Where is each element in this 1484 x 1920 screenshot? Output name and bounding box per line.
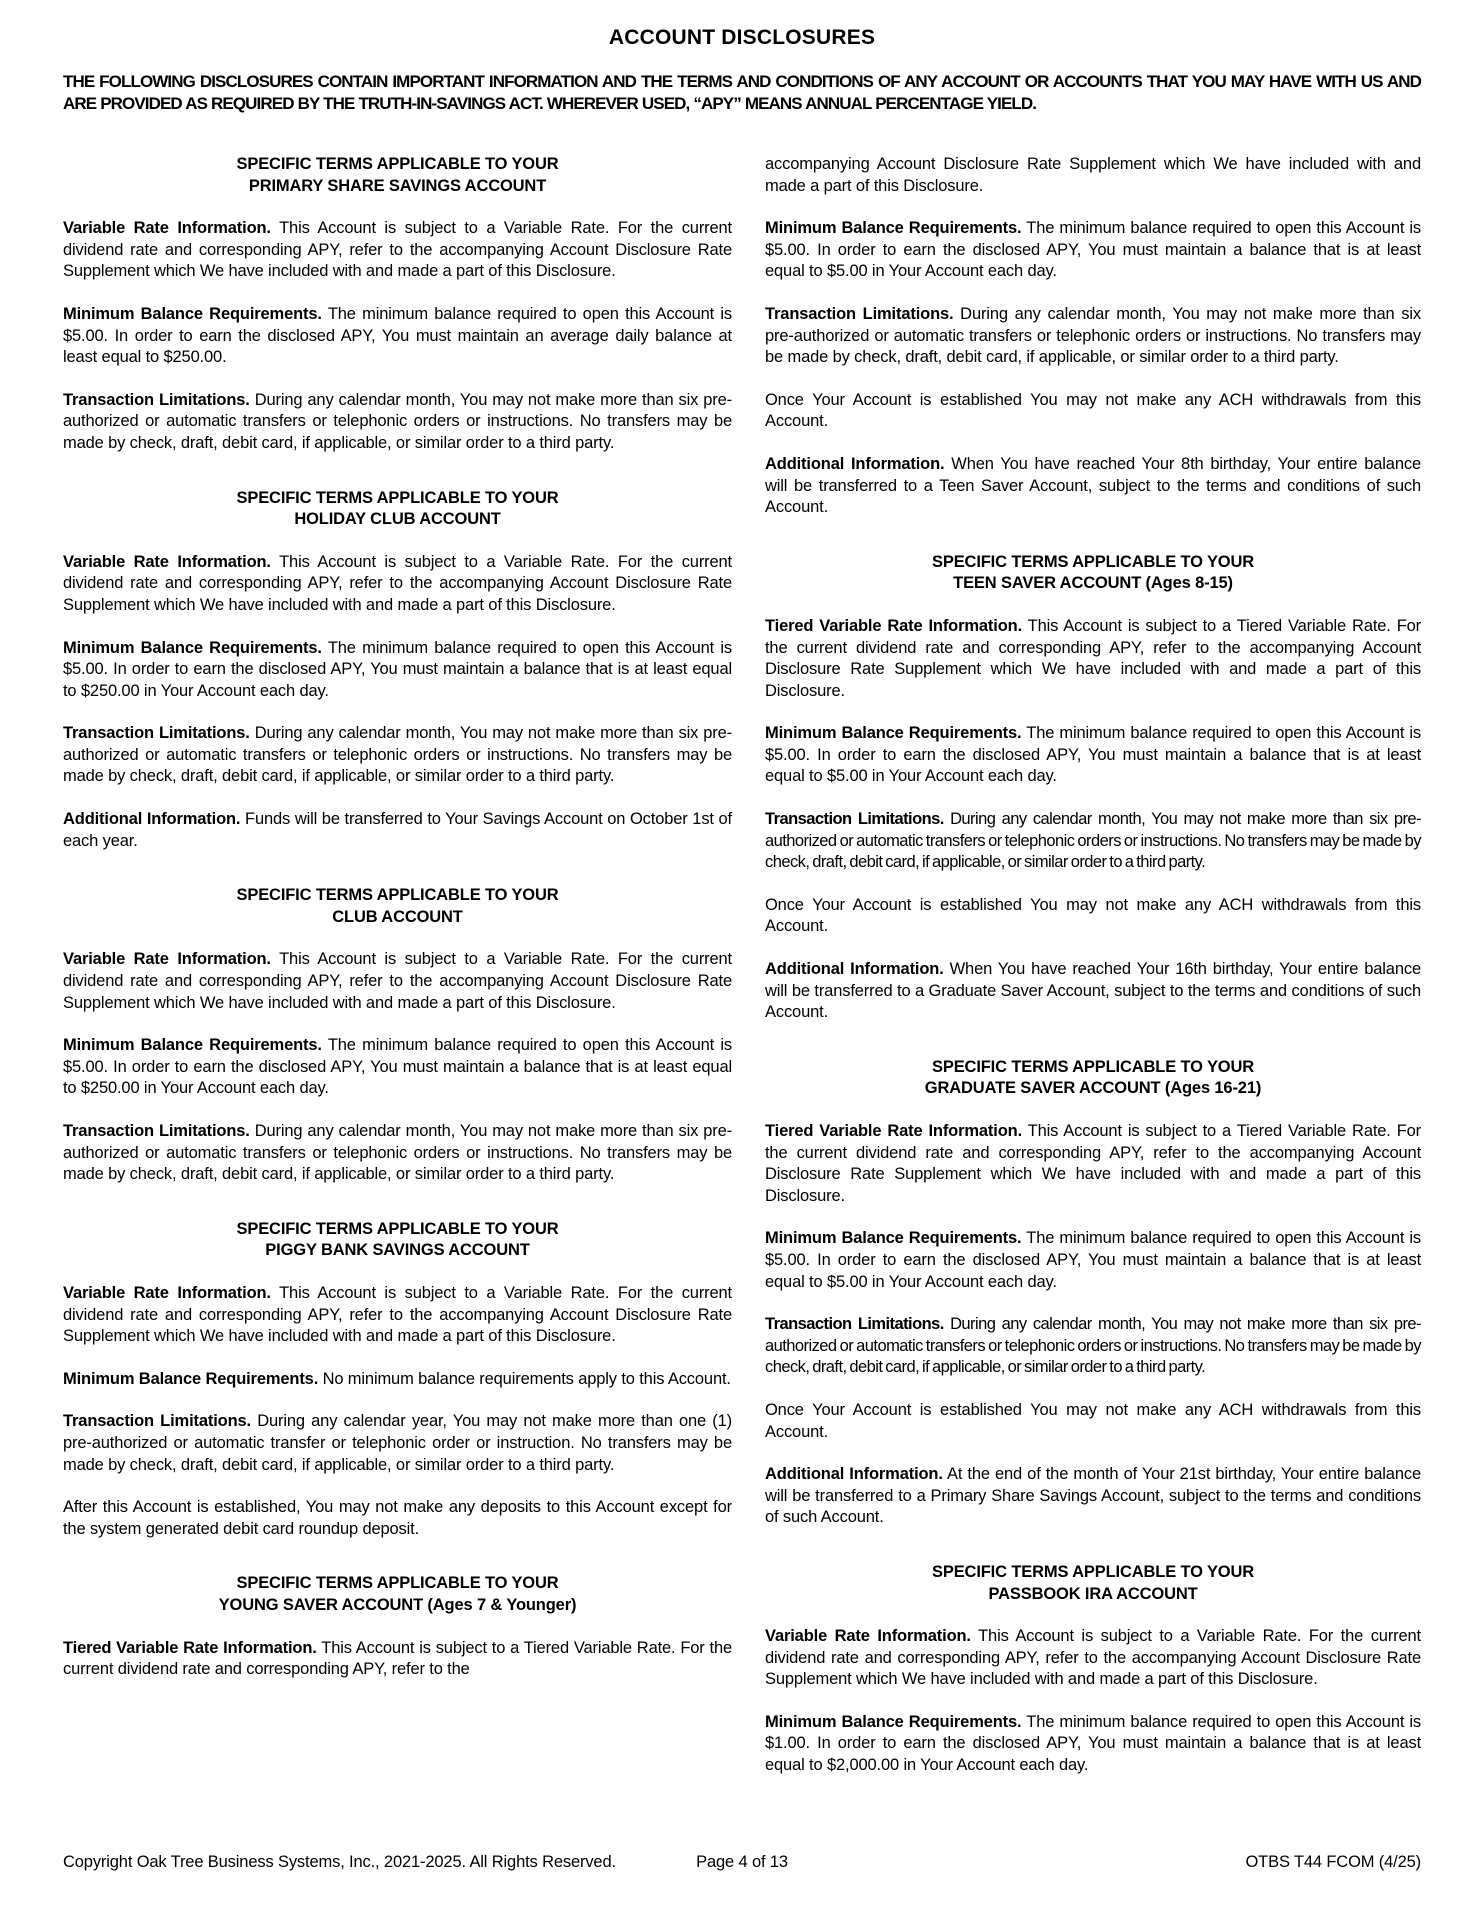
paragraph-lead: Minimum Balance Requirements. bbox=[765, 1712, 1022, 1731]
paragraph: Variable Rate Information. This Account is subject to a Variable Rate. For the current dividend rate and corresponding APY, refer to the accompanying Account Disclosure Rate Supplement which We have included with and made a part of this Disclosure. bbox=[63, 950, 732, 1012]
paragraph-lead: Tiered Variable Rate Information. bbox=[63, 1638, 317, 1657]
paragraph: Transaction Limitations. During any calendar year, You may not make more than one (1) pre-authorized or automatic transfer or telephonic order or instruction. No transfers may be made by check, draft, debit card, if applicable, or similar order to a third party. bbox=[63, 1412, 732, 1474]
section-heading bbox=[765, 552, 1421, 595]
paragraph: Tiered Variable Rate Information. This Account is subject to a Tiered Variable Rate. For the current dividend rate and corresponding APY, refer to the bbox=[63, 1638, 733, 1679]
paragraph-lead: Transaction Limitations. bbox=[63, 1122, 250, 1140]
section-heading-line: YOUNG SAVER ACCOUNT (Ages 7 & Younger) bbox=[218, 1595, 577, 1614]
paragraph: After this Account is established, You may not make any deposits to this Account except for the system generated debit card roundup deposit. bbox=[63, 1498, 732, 1538]
paragraph: Minimum Balance Requirements. The minimum balance required to open this Account is $5.00. In order to earn the disclosed APY, You must maintain a balance that is at least equal to $5.00 in Your Account each day. bbox=[765, 1229, 1421, 1291]
section-heading-line: SPECIFIC TERMS APPLICABLE TO YOUR bbox=[236, 488, 559, 507]
paragraph: Variable Rate Information. This Account is subject to a Variable Rate. For the current dividend rate and corresponding APY, refer to the accompanying Account Disclosure Rate Supplement which We have included with and made a part of this Disclosure. bbox=[63, 1283, 732, 1346]
section-heading-line: SPECIFIC TERMS APPLICABLE TO YOUR bbox=[236, 1219, 559, 1238]
paragraph-lead: Transaction Limitations. bbox=[63, 724, 250, 743]
paragraph: Additional Information. At the end of the month of Your 21st birthday, Your entire balance will be transferred to a Primary Share Savings Account, subject to the terms and conditions of such Account. bbox=[765, 1465, 1421, 1527]
paragraph-lead: Tiered Variable Rate Information. bbox=[765, 616, 1023, 635]
section-heading-line: SPECIFIC TERMS APPLICABLE TO YOUR bbox=[931, 1562, 1255, 1581]
paragraph-lead: Minimum Balance Requirements. bbox=[63, 638, 322, 657]
right-column bbox=[765, 154, 1421, 1798]
paragraph: Additional Information. When You have reached Your 16th birthday, Your entire balance will be transferred to a Graduate Saver Account, subject to the terms and conditions of such Account. bbox=[765, 960, 1421, 1022]
section-heading bbox=[63, 154, 732, 197]
paragraph: Transaction Limitations. During any calendar month, You may not make more than six pre-authorized or automatic transfers or telephonic orders or instructions. No transfers may be made by check, draft, debit card, if applicable, or similar order to a third party. bbox=[63, 1122, 732, 1184]
section-heading-line: TEEN SAVER ACCOUNT (Ages 8-15) bbox=[953, 574, 1233, 593]
section-heading-line: GRADUATE SAVER ACCOUNT (Ages 16-21) bbox=[924, 1079, 1262, 1098]
section-heading-line: SPECIFIC TERMS APPLICABLE TO YOUR bbox=[931, 1057, 1255, 1076]
section-heading bbox=[765, 1057, 1421, 1100]
section-heading-line: SPECIFIC TERMS APPLICABLE TO YOUR bbox=[236, 155, 559, 173]
paragraph-lead: Variable Rate Information. bbox=[63, 1283, 271, 1302]
paragraph-lead: Additional Information. bbox=[765, 454, 945, 473]
footer-form-code: OTBS T44 FCOM (4/25) bbox=[1245, 1853, 1421, 1871]
paragraph: Tiered Variable Rate Information. This Account is subject to a Tiered Variable Rate. For the current dividend rate and corresponding APY, refer to the accompanying Account Disclosure Rate Supplement which We have included with and made a part of this Disclosure. bbox=[765, 616, 1422, 700]
paragraph-lead: Variable Rate Information. bbox=[765, 1627, 971, 1646]
paragraph-lead: Transaction Limitations. bbox=[63, 390, 250, 409]
section-heading bbox=[63, 1219, 732, 1262]
paragraph-lead: Transaction Limitations. bbox=[63, 1412, 251, 1431]
paragraph: Transaction Limitations. During any calendar month, You may not make more than six pre-authorized or automatic transfers or telephonic orders or instructions. No transfers may be made by check, draft, debit card, if applicable, or similar order to a third party. bbox=[765, 810, 1421, 872]
section-heading-line: SPECIFIC TERMS APPLICABLE TO YOUR bbox=[236, 886, 559, 905]
paragraph: Transaction Limitations. During any calendar month, You may not make more than six pre-authorized or automatic transfers or telephonic orders or instructions. No transfers may be made by check, draft, debit card, if applicable, or similar order to a third party. bbox=[63, 724, 732, 786]
paragraph-lead: Minimum Balance Requirements. bbox=[63, 1369, 319, 1388]
section-heading-line: PIGGY BANK SAVINGS ACCOUNT bbox=[265, 1241, 530, 1260]
paragraph-lead: Variable Rate Information. bbox=[63, 950, 271, 969]
paragraph: Once Your Account is established You may not make any ACH withdrawals from this Account. bbox=[765, 895, 1421, 936]
paragraph: Variable Rate Information. This Account is subject to a Variable Rate. For the current dividend rate and corresponding APY, refer to the accompanying Account Disclosure Rate Supplement which We have included with and made a part of this Disclosure. bbox=[63, 219, 732, 281]
document-title: ACCOUNT DISCLOSURES bbox=[608, 26, 876, 49]
paragraph: Transaction Limitations. During any calendar month, You may not make more than six pre-authorized or automatic transfers or telephonic orders or instructions. No transfers may be made by check, draft, debit card, if applicable, or similar order to a third party. bbox=[63, 390, 732, 452]
paragraph-lead: Minimum Balance Requirements. bbox=[765, 219, 1022, 238]
paragraph: Minimum Balance Requirements. The minimum balance required to open this Account is $5.00. In order to earn the disclosed APY, You must maintain a balance that is at least equal to $5.00 in Your Account each day. bbox=[765, 724, 1421, 786]
section-heading-line: SPECIFIC TERMS APPLICABLE TO YOUR bbox=[236, 1574, 559, 1593]
section-heading-line: PASSBOOK IRA ACCOUNT bbox=[988, 1584, 1198, 1603]
paragraph: Transaction Limitations. During any calendar month, You may not make more than six pre-authorized or automatic transfers or telephonic orders or instructions. No transfers may be made by check, draft, debit card, if applicable, or similar order to a third party. bbox=[765, 304, 1422, 367]
paragraph-lead: Transaction Limitations. bbox=[765, 1315, 944, 1334]
paragraph: Additional Information. Funds will be transferred to Your Savings Account on October 1st of each year. bbox=[63, 810, 732, 850]
paragraph: accompanying Account Disclosure Rate Supplement which We have included with and made a part of this Disclosure. bbox=[765, 155, 1421, 195]
paragraph-lead: Minimum Balance Requirements. bbox=[63, 1036, 322, 1055]
section-heading bbox=[63, 885, 732, 928]
paragraph: Additional Information. When You have reached Your 8th birthday, Your entire balance will be transferred to a Teen Saver Account, subject to the terms and conditions of such Account. bbox=[765, 454, 1421, 517]
section-heading bbox=[765, 1562, 1421, 1605]
paragraph: Transaction Limitations. During any calendar month, You may not make more than six pre-authorized or automatic transfers or telephonic orders or instructions. No transfers may be made by check, draft, debit card, if applicable, or similar order to a third party. bbox=[765, 1315, 1421, 1377]
paragraph-lead: Tiered Variable Rate Information. bbox=[765, 1122, 1023, 1140]
paragraph-lead: Variable Rate Information. bbox=[63, 219, 271, 238]
paragraph: Minimum Balance Requirements. The minimum balance required to open this Account is $5.00. In order to earn the disclosed APY, You must maintain a balance that is at least equal to $5.00 in Your Account each day. bbox=[765, 219, 1421, 281]
paragraph: Once Your Account is established You may not make any ACH withdrawals from this Account. bbox=[765, 1400, 1421, 1441]
paragraph-lead: Transaction Limitations. bbox=[765, 304, 954, 323]
intro-paragraph: THE FOLLOWING DISCLOSURES CONTAIN IMPORTANT INFORMATION AND THE TERMS AND CONDITIONS OF ANY ACCOUNT OR ACCOUNTS THAT YOU MAY HAVE WITH US AND ARE PROVIDED AS REQUIRED BY THE TRUTH-IN-SAVINGS ACT. WHEREVER USED, “APY” MEANS ANNUAL PERCENTAGE YIELD. bbox=[63, 72, 1421, 113]
paragraph: Variable Rate Information. This Account is subject to a Variable Rate. For the current dividend rate and corresponding APY, refer to the accompanying Account Disclosure Rate Supplement which We have included with and made a part of this Disclosure. bbox=[765, 1627, 1421, 1689]
footer-copyright: Copyright Oak Tree Business Systems, Inc., 2021-2025. All Rights Reserved. bbox=[63, 1853, 616, 1871]
paragraph-lead: Variable Rate Information. bbox=[63, 552, 271, 571]
paragraph: Minimum Balance Requirements. The minimum balance required to open this Account is $1.00. In order to earn the disclosed APY, You must maintain a balance that is at least equal to $2,000.00 in Your Account each day. bbox=[765, 1712, 1421, 1775]
paragraph: Minimum Balance Requirements. The minimum balance required to open this Account is $5.00. In order to earn the disclosed APY, You must maintain a balance that is at least equal to $250.00 in Your Account each day. bbox=[63, 638, 732, 700]
paragraph-lead: Additional Information. bbox=[63, 810, 241, 829]
page-footer bbox=[63, 1853, 1421, 1872]
paragraph: Minimum Balance Requirements. The minimum balance required to open this Account is $5.00. In order to earn the disclosed APY, You must maintain an average daily balance at least equal to $250.00. bbox=[63, 304, 732, 367]
paragraph-lead: Additional Information. bbox=[765, 960, 944, 979]
paragraph-lead: Transaction Limitations. bbox=[765, 810, 944, 829]
left-column bbox=[63, 154, 732, 1798]
paragraph: Tiered Variable Rate Information. This Account is subject to a Tiered Variable Rate. For the current dividend rate and corresponding APY, refer to the accompanying Account Disclosure Rate Supplement which We have included with and made a part of this Disclosure. bbox=[765, 1122, 1422, 1205]
section-heading-line: CLUB ACCOUNT bbox=[332, 907, 463, 926]
paragraph-lead: Additional Information. bbox=[765, 1465, 943, 1484]
paragraph-lead: Minimum Balance Requirements. bbox=[765, 724, 1022, 743]
section-heading bbox=[63, 488, 732, 531]
paragraph: Once Your Account is established You may not make any ACH withdrawals from this Account. bbox=[765, 390, 1421, 431]
two-column-layout bbox=[63, 154, 1421, 1798]
section-heading-line: SPECIFIC TERMS APPLICABLE TO YOUR bbox=[931, 552, 1255, 571]
paragraph-lead: Minimum Balance Requirements. bbox=[765, 1229, 1022, 1248]
section-heading-line: HOLIDAY CLUB ACCOUNT bbox=[294, 510, 501, 529]
paragraph-lead: Minimum Balance Requirements. bbox=[63, 304, 322, 323]
footer-page-number: Page 4 of 13 bbox=[696, 1853, 788, 1871]
paragraph: Minimum Balance Requirements. The minimum balance required to open this Account is $5.00. In order to earn the disclosed APY, You must maintain a balance that is at least equal to $250.00 in Your Account each day. bbox=[63, 1036, 732, 1098]
paragraph: Variable Rate Information. This Account is subject to a Variable Rate. For the current dividend rate and corresponding APY, refer to the accompanying Account Disclosure Rate Supplement which We have included with and made a part of this Disclosure. bbox=[63, 552, 732, 614]
paragraph: Minimum Balance Requirements. No minimum balance requirements apply to this Account. bbox=[63, 1369, 731, 1388]
section-heading-line: PRIMARY SHARE SAVINGS ACCOUNT bbox=[248, 176, 547, 195]
section-heading bbox=[63, 1573, 732, 1616]
